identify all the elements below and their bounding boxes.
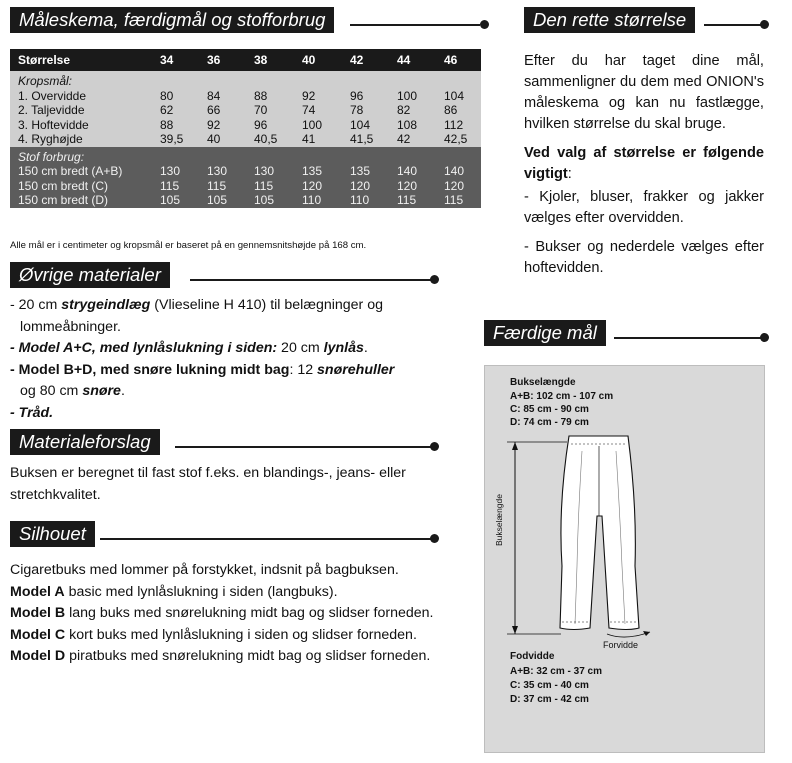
table-header-cell: 38 <box>246 49 294 71</box>
table-row <box>10 132 481 147</box>
header-dot <box>430 534 439 543</box>
section-header-finished <box>484 320 774 346</box>
side-length-label: Bukselængde <box>494 494 504 546</box>
trousers-figure <box>484 365 765 753</box>
table-cell: 108 <box>389 118 436 133</box>
table-row <box>10 164 481 179</box>
table-cell: 115 <box>199 179 246 194</box>
group-label: Kropsmål: <box>10 71 481 89</box>
table-row <box>10 103 481 118</box>
table-cell: 130 <box>246 164 294 179</box>
section-title: Materialeforslag <box>10 429 160 455</box>
table-cell: 88 <box>246 89 294 104</box>
table-cell: 74 <box>294 103 342 118</box>
table-cell: 40,5 <box>246 132 294 147</box>
length-title: Bukselængde <box>510 377 576 388</box>
table-cell: 41,5 <box>342 132 389 147</box>
table-cell: 66 <box>199 103 246 118</box>
table-header-cell: 46 <box>436 49 481 71</box>
material-line: - Model B+D, med snøre lukning midt bag: 12 snørehuller <box>10 361 395 378</box>
table-cell: 96 <box>342 89 389 104</box>
table-cell: 105 <box>246 193 294 208</box>
table-header-row <box>10 49 481 71</box>
header-rule <box>704 24 762 26</box>
section-title: Øvrige materialer <box>10 262 170 288</box>
table-group-row <box>10 71 481 89</box>
table-header-cell: Størrelse <box>10 49 152 71</box>
right-size-text <box>524 51 764 279</box>
table-header-cell: 42 <box>342 49 389 71</box>
row-label: 150 cm bredt (A+B) <box>10 164 152 179</box>
table-header-cell: 44 <box>389 49 436 71</box>
table-row <box>10 179 481 194</box>
table-cell: 84 <box>199 89 246 104</box>
row-label: 1. Overvidde <box>10 89 152 104</box>
group-label: Stof forbrug: <box>10 147 481 165</box>
table-cell: 115 <box>436 193 481 208</box>
table-cell: 110 <box>294 193 342 208</box>
row-label: 150 cm bredt (C) <box>10 179 152 194</box>
table-cell: 78 <box>342 103 389 118</box>
row-label: 150 cm bredt (D) <box>10 193 152 208</box>
section-header-size-chart <box>10 7 486 33</box>
row-label: 2. Taljevidde <box>10 103 152 118</box>
table-cell: 115 <box>246 179 294 194</box>
table-cell: 140 <box>389 164 436 179</box>
table-row <box>10 118 481 133</box>
table-cell: 92 <box>199 118 246 133</box>
table-cell: 70 <box>246 103 294 118</box>
model-line: Model A basic med lynlåslukning i siden (langbuks). <box>10 583 338 600</box>
table-cell: 130 <box>152 164 199 179</box>
section-header-material-suggestion <box>10 429 438 455</box>
right-size-bullet: - Bukser og nederdele vælges efter hoftevidden. <box>524 239 764 276</box>
table-cell: 120 <box>342 179 389 194</box>
header-dot <box>760 333 769 342</box>
table-cell: 42 <box>389 132 436 147</box>
section-title: Silhouet <box>10 521 95 547</box>
table-cell: 115 <box>152 179 199 194</box>
table-row <box>10 193 481 208</box>
table-cell: 120 <box>294 179 342 194</box>
other-materials-text <box>10 295 440 424</box>
table-cell: 115 <box>389 193 436 208</box>
table-row <box>10 89 481 104</box>
header-dot <box>480 20 489 29</box>
length-line: C: 85 cm - 90 cm <box>510 404 589 415</box>
table-header-cell: 40 <box>294 49 342 71</box>
right-size-intro: Efter du har taget dine mål, sammenligner du dem med ONION's måleskema og kan nu fastlægge, hvilken størrelse du skal bruge. <box>524 53 764 132</box>
table-cell: 120 <box>436 179 481 194</box>
table-cell: 135 <box>294 164 342 179</box>
header-rule <box>614 337 762 339</box>
material-line: - 20 cm strygeindlæg (Vlieseline H 410) til belægninger og <box>10 297 383 313</box>
table-cell: 110 <box>342 193 389 208</box>
table-cell: 105 <box>199 193 246 208</box>
size-table <box>10 49 481 208</box>
section-header-right-size <box>524 7 774 33</box>
header-dot <box>430 275 439 284</box>
length-line: D: 74 cm - 79 cm <box>510 417 589 428</box>
material-line: lommeåbninger. <box>20 318 121 335</box>
table-cell: 42,5 <box>436 132 481 147</box>
table-cell: 105 <box>152 193 199 208</box>
material-line: - Tråd. <box>10 404 54 421</box>
header-rule <box>175 446 432 448</box>
header-dot <box>760 20 769 29</box>
section-title: Færdige mål <box>484 320 606 346</box>
row-label: 3. Hoftevidde <box>10 118 152 133</box>
row-label: 4. Ryghøjde <box>10 132 152 147</box>
model-line: Model B lang buks med snørelukning midt bag og slidser forneden. <box>10 605 434 621</box>
material-line: - Model A+C, med lynlåslukning i siden: 20 cm lynlås. <box>10 340 368 356</box>
table-cell: 92 <box>294 89 342 104</box>
table-cell: 100 <box>389 89 436 104</box>
table-cell: 86 <box>436 103 481 118</box>
table-cell: 39,5 <box>152 132 199 147</box>
table-group-row <box>10 147 481 165</box>
table-cell: 120 <box>389 179 436 194</box>
table-cell: 112 <box>436 118 481 133</box>
header-rule <box>350 24 480 26</box>
section-title: Den rette størrelse <box>524 7 695 33</box>
hem-line: D: 37 cm - 42 cm <box>510 694 589 705</box>
table-header-cell: 36 <box>199 49 246 71</box>
material-suggestion-text: Buksen er beregnet til fast stof f.eks. en blandings-, jeans- eller stretchkvalitet. <box>10 465 406 503</box>
model-line: Model C kort buks med lynlåslukning i siden og slidser forneden. <box>10 626 417 643</box>
table-cell: 82 <box>389 103 436 118</box>
section-header-other-materials <box>10 262 438 288</box>
hem-line: C: 35 cm - 40 cm <box>510 680 589 691</box>
header-dot <box>430 442 439 451</box>
table-cell: 135 <box>342 164 389 179</box>
hem-line: A+B: 32 cm - 37 cm <box>510 666 602 677</box>
table-cell: 40 <box>199 132 246 147</box>
silhouette-intro: Cigaretbuks med lommer på forstykket, indsnit på bagbuksen. <box>10 562 399 578</box>
table-cell: 62 <box>152 103 199 118</box>
section-title: Måleskema, færdigmål og stofforbrug <box>10 7 334 33</box>
hem-title: Fodvidde <box>510 651 555 662</box>
table-cell: 140 <box>436 164 481 179</box>
table-cell: 88 <box>152 118 199 133</box>
table-cell: 80 <box>152 89 199 104</box>
header-rule <box>100 538 432 540</box>
table-cell: 130 <box>199 164 246 179</box>
table-footnote: Alle mål er i centimeter og kropsmål er baseret på en gennemsnitshøjde på 168 cm. <box>10 240 367 251</box>
section-header-silhouette <box>10 521 438 547</box>
table-cell: 104 <box>436 89 481 104</box>
silhouette-text <box>10 560 436 668</box>
model-line: Model D piratbuks med snørelukning midt bag og slidser forneden. <box>10 648 431 664</box>
hem-label: Forvidde <box>603 640 639 650</box>
table-cell: 104 <box>342 118 389 133</box>
table-cell: 41 <box>294 132 342 147</box>
material-line: og 80 cm snøre. <box>20 383 125 399</box>
table-header-cell: 34 <box>152 49 199 71</box>
table-cell: 96 <box>246 118 294 133</box>
table-cell: 100 <box>294 118 342 133</box>
header-rule <box>190 279 432 281</box>
right-size-heading: Ved valg af størrelse er følgende vigtigt: <box>524 145 764 182</box>
right-size-bullet: - Kjoler, bluser, frakker og jakker vælges efter overvidden. <box>524 189 764 226</box>
length-line: A+B: 102 cm - 107 cm <box>510 391 614 402</box>
